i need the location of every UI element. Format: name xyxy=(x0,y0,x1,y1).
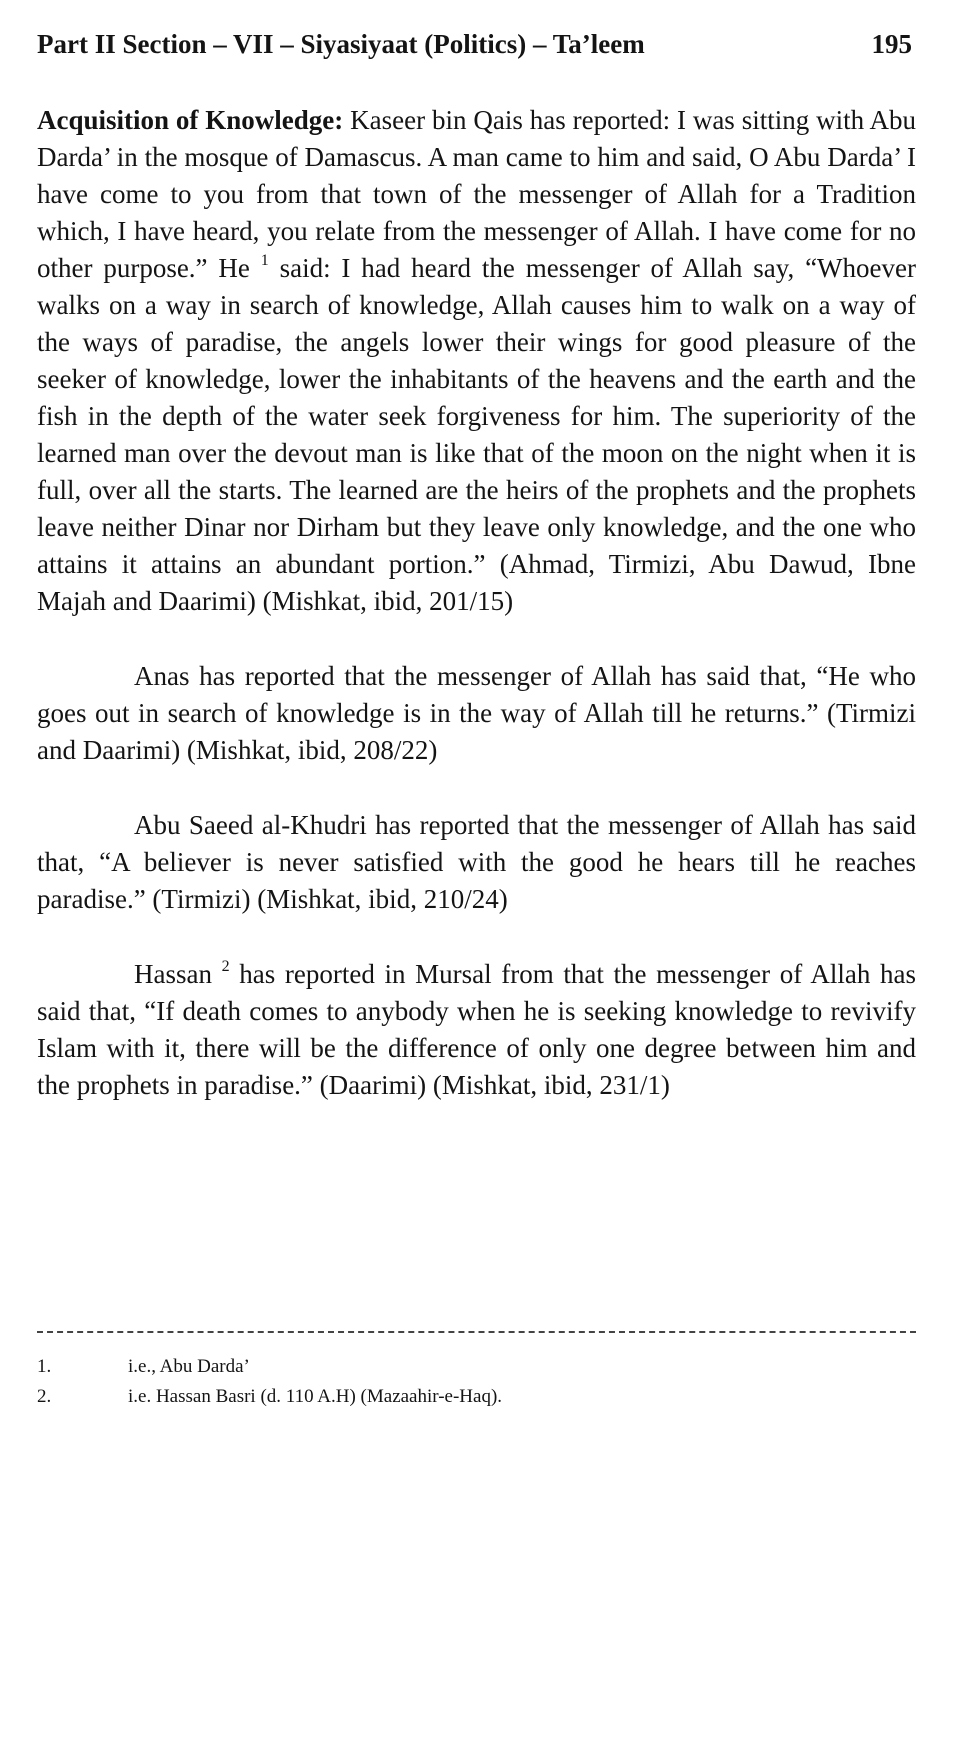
paragraph-abu-saeed: Abu Saeed al-Khudri has reported that the messenger of Allah has said that, “A believer is never satisfied with the good he hears till he reaches paradise.” (Tirmizi) (Mishkat, ibid, 210/24) xyxy=(37,810,916,914)
paragraph-text: Kaseer bin Qais has reported: I was sitting with Abu Darda’ in the mosque of Damascus. A man came to him and said, O Abu Darda’ I have come to you from that town of the messenger of Allah for a Tradition which, I have heard, you relate from the messenger of Allah. I have come for no other purpose.” He xyxy=(37,105,916,283)
main-text xyxy=(37,102,916,1104)
footnote-number: 1. xyxy=(37,1356,52,1377)
running-header xyxy=(37,22,917,66)
footnotes xyxy=(37,1352,916,1412)
paragraph-lead-heading: Acquisition of Knowledge: xyxy=(37,105,344,135)
paragraph-hassan xyxy=(37,956,916,1104)
paragraph-text: said: I had heard the messenger of Allah say, “Whoever walks on a way in search of knowledge, Allah causes him to walk on a way of the ways of paradise, the angels lower their wings for good pleasure of the seeker of knowledge, lower the inhabitants of the heavens and the earth and the fish in the depth of the water seek forgiveness for him. The superiority of the learned man over the devout man is like that of the moon on the night when it is full, over all the starts. The learned are the heirs of the prophets and the prophets leave neither Dinar nor Dirham but they leave only knowledge, and the one who attains it attains an abundant portion.” (Ahmad, Tirmizi, Abu Dawud, Ibne Majah and Daarimi) (Mishkat, ibid, 201/15) xyxy=(37,253,916,616)
paragraph-anas: Anas has reported that the messenger of Allah has said that, “He who goes out in search of knowledge is in the way of Allah till he returns.” (Tirmizi and Daarimi) (Mishkat, ibid, 208/22) xyxy=(37,661,916,765)
footnote-reference-1: 1 xyxy=(260,252,269,269)
paragraph-acquisition-of-knowledge xyxy=(37,102,916,620)
footnote-1 xyxy=(37,1352,916,1382)
paragraph-text: has reported in Mursal from that the messenger of Allah has said that, “If death comes to anybody when he is seeking knowledge to revivify Islam with it, there will be the difference of only one degree between him and the prophets in paradise.” (Daarimi) (Mishkat, ibid, 231/1) xyxy=(37,959,916,1100)
paragraph-text: Hassan xyxy=(134,959,222,989)
header-title: Part II Section – VII – Siyasiyaat (Politics) – Ta’leem xyxy=(37,29,645,59)
footnote-number: 2. xyxy=(37,1386,52,1407)
page-number: 195 xyxy=(871,29,912,59)
footnote-2 xyxy=(37,1382,916,1412)
footnote-text: i.e. Hassan Basri (d. 110 A.H) (Mazaahir-e-Haq). xyxy=(128,1386,503,1407)
footnote-reference-2: 2 xyxy=(221,958,230,975)
footnote-text: i.e., Abu Darda’ xyxy=(128,1356,250,1377)
footnote-separator xyxy=(37,1331,916,1333)
